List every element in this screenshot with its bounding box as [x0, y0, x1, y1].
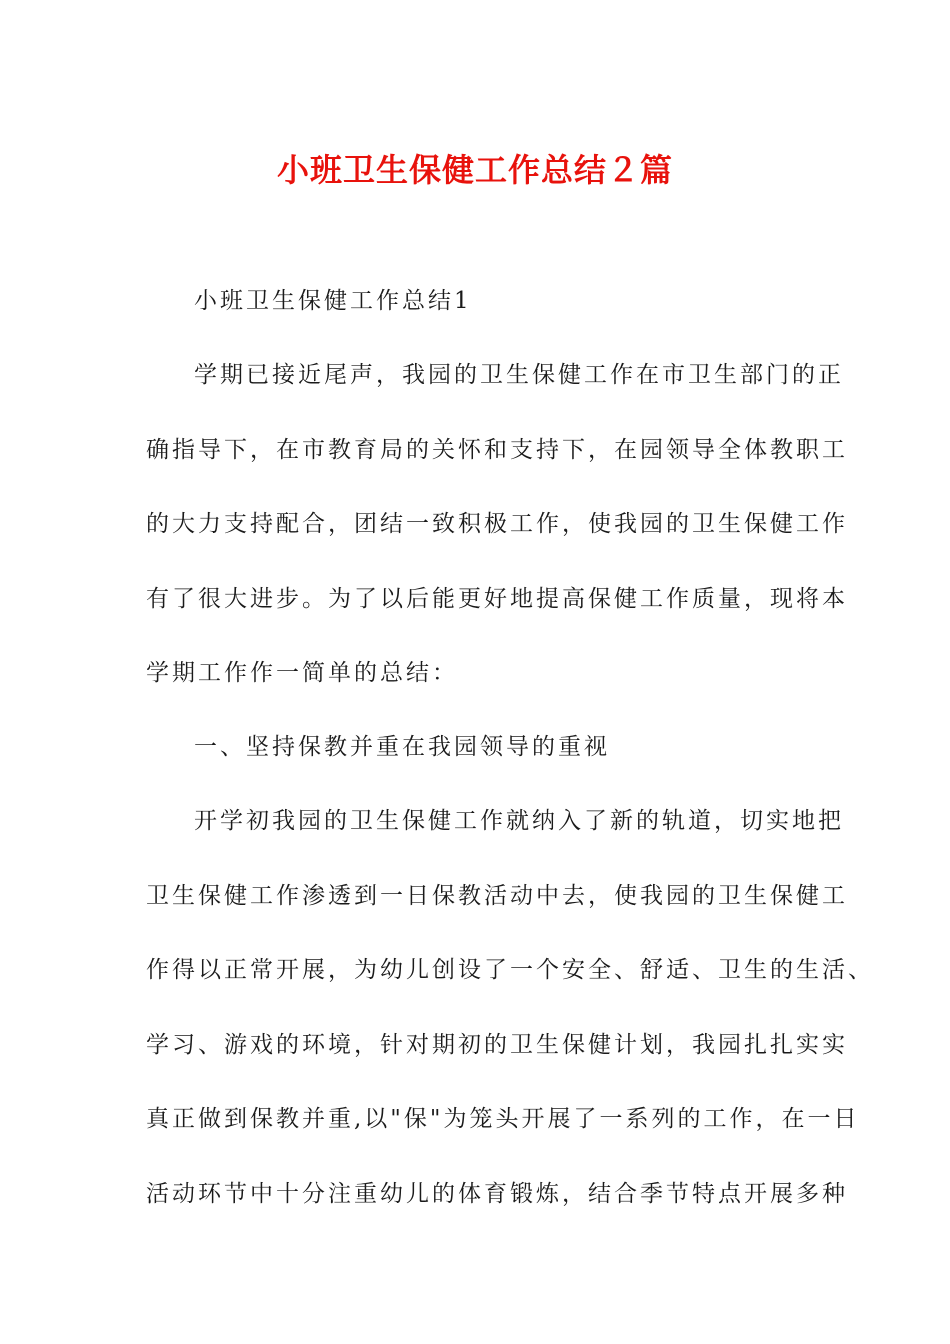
section-subtitle — [194, 264, 472, 339]
paragraph-line: 学习、游戏的环境，针对期初的卫生保健计划，我园扎扎实实 — [146, 1031, 848, 1058]
section-heading — [194, 710, 610, 785]
paragraph-line: 开学初我园的卫生保健工作就纳入了新的轨道，切实地把 — [194, 808, 844, 834]
paragraph-2 — [146, 784, 874, 1231]
paragraph-line: 有了很大进步。为了以后能更好地提高保健工作质量，现将本 — [146, 585, 848, 612]
paragraph-line: 的大力支持配合，团结一致积极工作，使我园的卫生保健工作 — [146, 511, 848, 537]
paragraph-line: 确指导下，在市教育局的关怀和支持下，在园领导全体教职工 — [146, 436, 848, 463]
paragraph-line: 真正做到保教并重,以"保"为笼头开展了一系列的工作，在一日 — [146, 1106, 860, 1132]
paragraph-line: 活动环节中十分注重幼儿的体育锻炼，结合季节特点开展多种 — [146, 1180, 848, 1207]
paragraph-line: 学期工作作一简单的总结： — [146, 660, 458, 686]
paragraph-line: 作得以正常开展，为幼儿创设了一个安全、舒适、卫生的生活、 — [146, 957, 874, 983]
paragraph-1 — [146, 338, 848, 711]
subtitle-line: 小班卫生保健工作总结1 — [194, 288, 472, 314]
document-title: 小班卫生保健工作总结２篇 — [276, 151, 673, 189]
paragraph-line: 学期已接近尾声，我园的卫生保健工作在市卫生部门的正 — [194, 362, 844, 388]
paragraph-line: 卫生保健工作渗透到一日保教活动中去，使我园的卫生保健工 — [146, 882, 848, 909]
section-heading-text: 一、坚持保教并重在我园领导的重视 — [194, 734, 610, 760]
